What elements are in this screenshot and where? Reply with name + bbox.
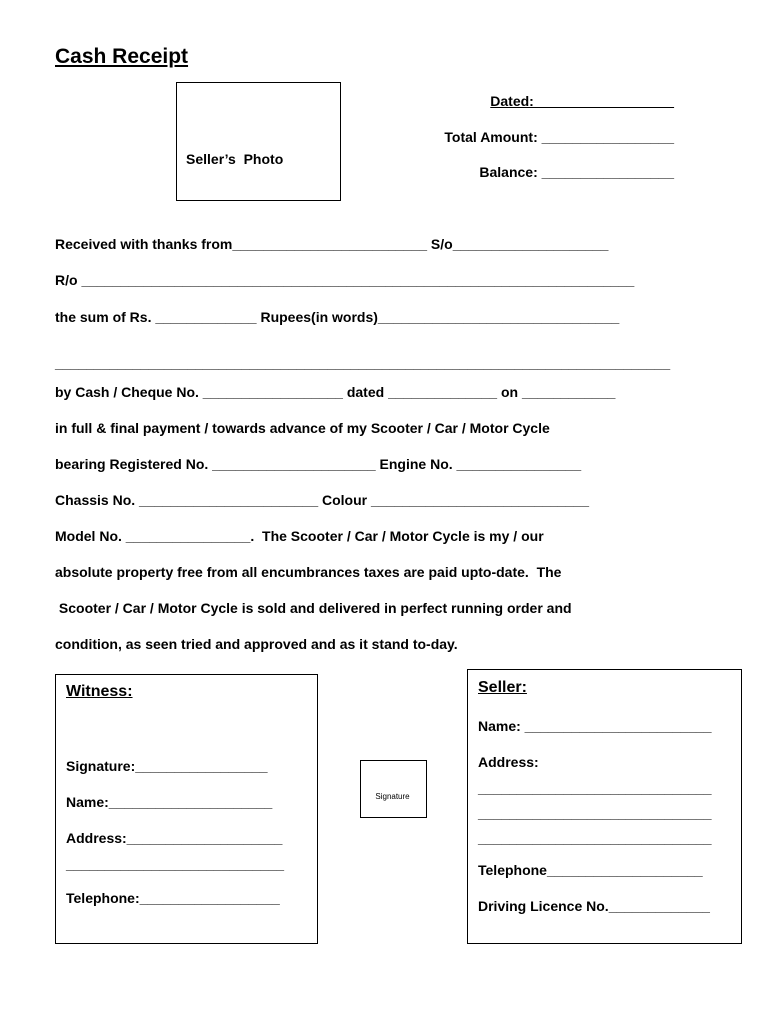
body-line[interactable]: _______________________________________________________________________________ xyxy=(55,355,671,371)
seller-photo-label: Seller’s Photo xyxy=(186,151,284,167)
seller-address-line[interactable]: ______________________________ xyxy=(478,830,712,846)
body-line[interactable]: R/o _______________________________________________________________________ xyxy=(55,272,635,288)
body-line[interactable]: Model No. ________________. The Scooter / Car / Motor Cycle is my / our xyxy=(55,528,544,544)
witness-name-field[interactable]: Name:_____________________ xyxy=(66,794,273,810)
witness-signature-field[interactable]: Signature:_________________ xyxy=(66,758,268,774)
dated-field[interactable]: Dated:__________________ xyxy=(490,93,674,109)
balance-field[interactable]: Balance: _________________ xyxy=(479,164,674,180)
page-title: Cash Receipt xyxy=(55,45,189,68)
seller-name-field[interactable]: Name: ________________________ xyxy=(478,718,712,734)
witness-telephone-field[interactable]: Telephone:__________________ xyxy=(66,890,280,906)
body-line[interactable]: bearing Registered No. _____________________ Engine No. ________________ xyxy=(55,456,582,472)
signature-box[interactable] xyxy=(360,760,427,818)
body-line: in full & final payment / towards advance of my Scooter / Car / Motor Cycle xyxy=(55,420,550,436)
body-line: absolute property free from all encumbrances taxes are paid upto-date. The xyxy=(55,564,562,580)
body-line[interactable]: by Cash / Cheque No. __________________ dated ______________ on ____________ xyxy=(55,384,616,400)
seller-telephone-field[interactable]: Telephone____________________ xyxy=(478,862,703,878)
body-line: condition, as seen tried and approved and as it stand to-day. xyxy=(55,636,458,652)
body-line[interactable]: Chassis No. _______________________ Colour ____________________________ xyxy=(55,492,590,508)
witness-heading: Witness: xyxy=(66,683,133,700)
body-line[interactable]: the sum of Rs. _____________ Rupees(in words)_______________________________ xyxy=(55,309,620,325)
seller-address-line[interactable]: ______________________________ xyxy=(478,780,712,796)
seller-heading: Seller: xyxy=(478,679,527,696)
seller-address-label: Address: xyxy=(478,754,539,770)
signature-label: Signature xyxy=(375,792,410,801)
seller-photo-box xyxy=(176,82,341,201)
witness-address-line2[interactable]: ____________________________ xyxy=(66,856,285,872)
seller-address-line[interactable]: ______________________________ xyxy=(478,805,712,821)
total-amount-field[interactable]: Total Amount: _________________ xyxy=(444,129,674,145)
witness-address-field[interactable]: Address:____________________ xyxy=(66,830,283,846)
body-line[interactable]: Received with thanks from_________________________ S/o____________________ xyxy=(55,236,609,252)
body-line: Scooter / Car / Motor Cycle is sold and delivered in perfect running order and xyxy=(55,600,572,616)
seller-driving-licence-field[interactable]: Driving Licence No._____________ xyxy=(478,898,710,914)
